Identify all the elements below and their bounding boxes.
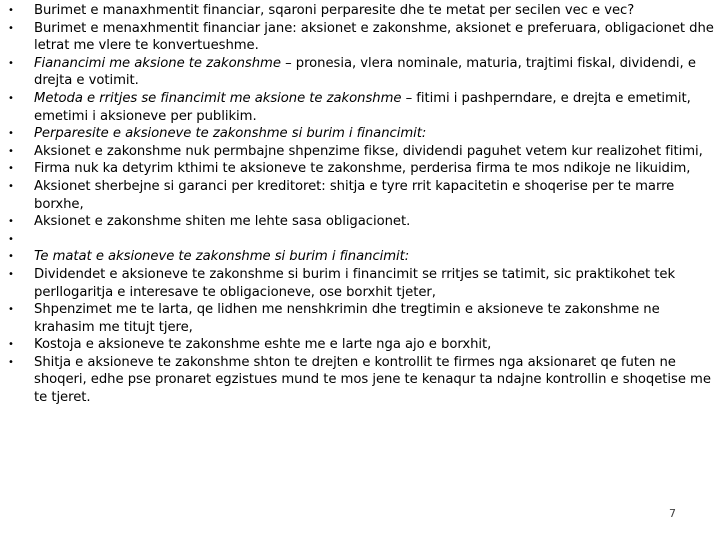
item-text: Firma nuk ka detyrim kthimi te aksioneve te zakonshme, perderisa firma te mos ndikoje ne likuidim, bbox=[34, 161, 691, 177]
item-text: – fitimi i pashperndare, e drejta e emetimit, emetimi i aksioneve per publikim. bbox=[34, 90, 691, 124]
item-text: Dividendet e aksioneve te zakonshme si burim i financimit se rritjes se tatimit, sic praktikohet tek perllogaritja e interesave te obligacioneve, ose borxhit tjeter, bbox=[34, 266, 676, 300]
bullet-icon: • bbox=[8, 92, 14, 104]
bullet-icon: • bbox=[8, 22, 14, 34]
item-lead: Fianancimi me aksione te zakonshme bbox=[34, 55, 281, 71]
bullet-icon: • bbox=[8, 356, 14, 368]
item-text: Kostoja e aksioneve te zakonshme eshte me e larte nga ajo e borxhit, bbox=[34, 337, 492, 353]
page-number: 7 bbox=[669, 507, 676, 520]
bullet-icon: • bbox=[8, 180, 14, 192]
list-item-empty bbox=[8, 231, 714, 249]
bullet-icon: • bbox=[8, 268, 14, 280]
item-lead: Metoda e rritjes se financimit me aksione te zakonshme bbox=[34, 90, 402, 106]
bullet-icon: • bbox=[8, 339, 14, 351]
list-item bbox=[8, 213, 714, 231]
section-heading: Te matat e aksioneve te zakonshme si burim i financimit: bbox=[34, 249, 410, 265]
item-text: – pronesia, vlera nominale, maturia, trajtimi fiskal, dividendi, e drejta e votimit. bbox=[34, 55, 696, 89]
bullet-icon: • bbox=[8, 5, 14, 16]
list-item bbox=[8, 20, 714, 55]
bullet-icon: • bbox=[8, 145, 14, 157]
list-item bbox=[8, 336, 714, 354]
item-text: Aksionet e zakonshme nuk permbajne shpenzime fikse, dividendi paguhet vetem kur realizohet fitimi, bbox=[34, 143, 703, 159]
bullet-icon: • bbox=[8, 216, 14, 228]
list-item bbox=[8, 301, 714, 336]
item-text: Shpenzimet me te larta, qe lidhen me nenshkrimin dhe tregtimin e aksioneve te zakonshme ne krahasim me titujt tjere, bbox=[34, 302, 660, 335]
list-item bbox=[8, 90, 714, 125]
item-text: Burimet e manaxhmentit financiar, sqaroni perparesite dhe te metat per secilen vec e vec? bbox=[34, 3, 635, 18]
list-item bbox=[8, 143, 714, 161]
bullet-icon: • bbox=[8, 163, 14, 175]
list-item bbox=[8, 354, 714, 407]
bullet-icon: • bbox=[8, 233, 14, 245]
item-text: Aksionet e zakonshme shiten me lehte sasa obligacionet. bbox=[34, 214, 411, 230]
section-heading: Perparesite e aksioneve te zakonshme si burim i financimit: bbox=[34, 126, 427, 142]
bullet-icon: • bbox=[8, 128, 14, 140]
bullet-icon: • bbox=[8, 304, 14, 316]
list-item bbox=[8, 125, 714, 143]
item-text: Aksionet sherbejne si garanci per kreditoret: shitja e tyre rrit kapacitetin e shoqerise per te marre borxhe, bbox=[34, 178, 675, 212]
list-item bbox=[8, 248, 714, 266]
list-item bbox=[8, 55, 714, 90]
bullet-list bbox=[8, 2, 714, 407]
list-item bbox=[8, 266, 714, 301]
item-text: Shitja e aksioneve te zakonshme shton te drejten e kontrollit te firmes nga aksionaret qe futen ne shoqeri, edhe pse pronaret egzistues mund te mos jene te kenaqur ta ndajne kontrollin e shoqetise me te tjeret. bbox=[34, 354, 711, 406]
list-item bbox=[8, 2, 714, 20]
list-item bbox=[8, 160, 714, 178]
list-item bbox=[8, 178, 714, 213]
item-text: Burimet e menaxhmentit financiar jane: aksionet e zakonshme, aksionet e preferuara, obligacionet dhe letrat me vlere te konvertueshme. bbox=[34, 20, 714, 54]
bullet-icon: • bbox=[8, 57, 14, 69]
bullet-icon: • bbox=[8, 251, 14, 263]
